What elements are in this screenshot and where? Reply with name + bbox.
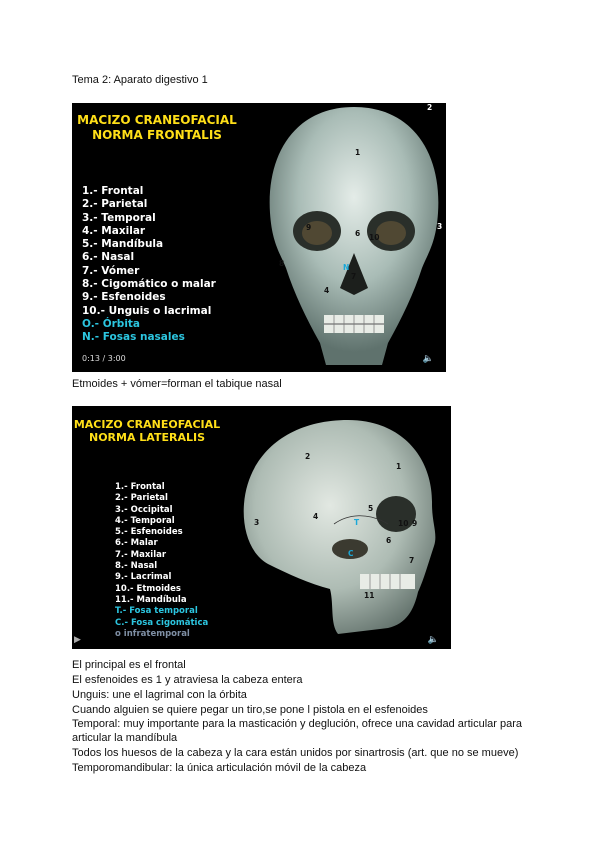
document-heading: Tema 2: Aparato digestivo 1 [72,74,208,86]
lateral-skull-image [238,414,443,646]
label-7: 7 [351,272,357,281]
list-item: 1.- Frontal [115,482,165,492]
list-item: 8.- Nasal [115,561,158,572]
list-item: 10.- Unguis o lacrimal [82,304,212,317]
list-item: 10.- Etmoides [115,583,181,594]
slide-title-line2: NORMA LATERALIS [88,431,205,444]
list-item: 7.- Maxilar [115,549,167,560]
list-item: N.- Fosas nasales [82,331,185,344]
label-4: 4 [324,286,330,295]
label-3: 3 [254,518,260,527]
list-item: 5.- Esfenoides [115,527,183,538]
list-item: 2.- Parietal [115,493,168,504]
slide-norma-lateralis[interactable] [72,406,451,649]
slide-norma-frontalis[interactable] [72,103,446,372]
caption-text: Etmoides + vómer=forman el tabique nasal [72,378,282,390]
label-C: C [348,549,354,558]
video-timestamp: 0:13 / 3:00 [82,354,126,363]
slide-title [72,418,222,444]
label-11: 11 [364,591,375,600]
label-1: 1 [396,462,402,471]
list-item: 3.- Temporal [82,211,156,224]
note-line: El principal es el frontal [72,659,186,671]
label-8: 8 [279,259,285,268]
label-6: 6 [355,229,361,238]
list-item: T.- Fosa temporal [115,606,198,617]
note-line: articular la mandíbula [72,732,178,744]
label-1: 1 [355,148,361,157]
slide-title-line1: MACIZO CRANEOFACIAL [73,418,221,431]
label-5: 5 [368,504,374,513]
bone-list [115,482,208,640]
label-7: 7 [409,556,415,565]
list-item: 6.- Malar [115,538,158,549]
label-2: 2 [427,103,433,112]
list-item: 4.- Maxilar [82,224,146,237]
list-item: 8.- Cigomático o malar [82,278,216,291]
frontal-skull-image [262,103,446,372]
volume-icon[interactable]: 🔈 [427,634,439,644]
label-T: T [354,518,360,527]
list-item: 4.- Temporal [115,515,175,526]
list-item: 5.- Mandíbula [82,238,164,251]
slide-title [72,113,242,143]
list-item: O.- Órbita [82,317,141,330]
label-6: 6 [386,536,392,545]
label-2: 2 [305,452,311,461]
list-item: 9.- Esfenoides [82,291,166,304]
label-N: N [343,263,350,272]
note-line: Todos los huesos de la cabeza y la cara están unidos por sinartrosis (art. que no se mueve) [72,747,519,759]
label-3: 3 [437,222,443,231]
play-icon[interactable]: ▶ [74,634,81,644]
bone-list [82,185,216,345]
list-item: 7.- Vómer [82,264,140,277]
note-line: Temporomandibular: la única articulación móvil de la cabeza [72,762,367,774]
note-line: Temporal: muy importante para la masticación y deglución, ofrece una cavidad articular para [72,718,523,730]
list-item: o infratemporal [115,628,190,639]
list-item: 9.- Lacrimal [115,572,172,583]
label-10: 10 [398,519,409,528]
list-item: C.- Fosa cigomática [115,617,209,628]
list-item: 11.- Mandíbula [115,594,187,605]
note-line: Cuando alguien se quiere pegar un tiro,se pone l pistola en el esfenoides [72,704,428,716]
label-9: 9 [412,519,418,528]
list-item: 6.- Nasal [82,251,135,264]
note-line: Unguis: une el lagrimal con la órbita [72,689,247,701]
label-10: 10 [369,233,380,242]
slide-title-line2: NORMA FRONTALIS [92,128,222,142]
slide-title-line1: MACIZO CRANEOFACIAL [77,113,237,127]
volume-icon[interactable]: 🔈 [422,353,434,363]
label-9: 9 [306,223,312,232]
list-item: 1.- Frontal [82,185,144,197]
list-item: 3.- Occipital [115,504,173,515]
note-line: El esfenoides es 1 y atraviesa la cabeza entera [72,674,303,686]
list-item: 2.- Parietal [82,198,148,211]
label-4: 4 [313,512,319,521]
